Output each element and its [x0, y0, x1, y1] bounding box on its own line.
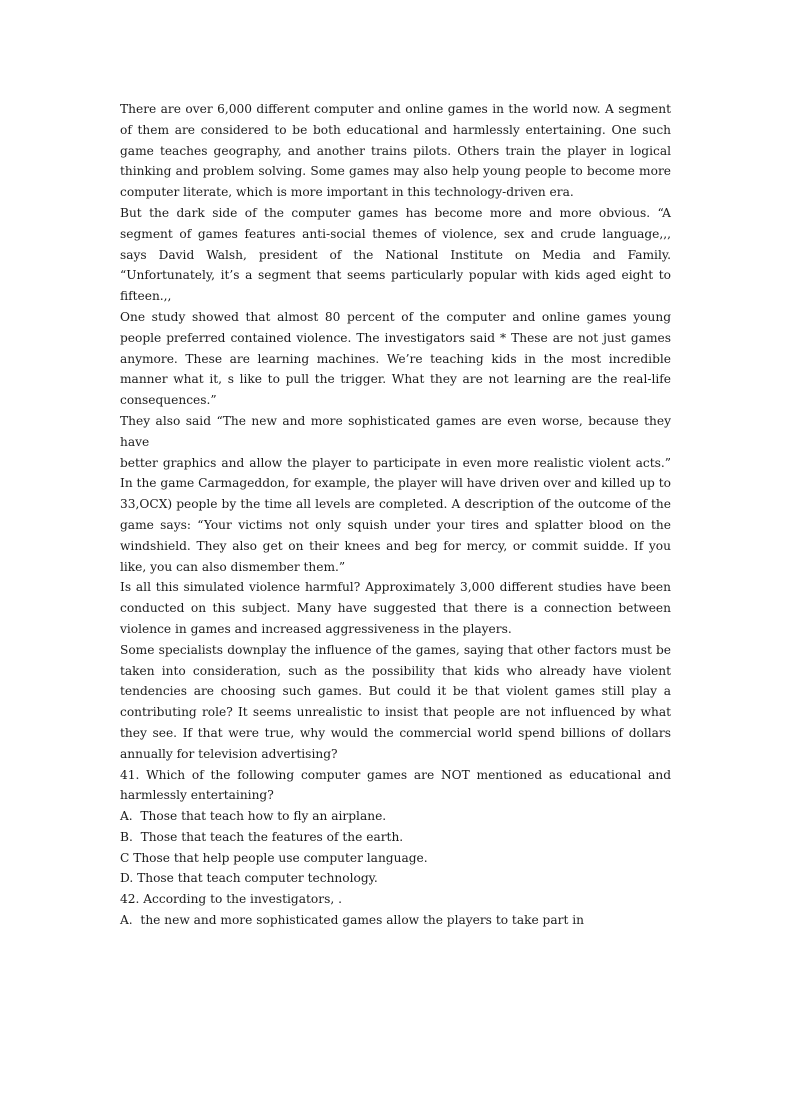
- paragraph-4: They also said “The new and more sophisticated games are even worse, because they have: [120, 413, 671, 449]
- document-page: [120, 99, 671, 931]
- question-41-option-d: D. Those that teach computer technology.: [120, 871, 378, 886]
- paragraph-5: better graphics and allow the player to participate in even more realistic violent acts.” In the game Carmageddon, for example, the player will have driven over and killed up to 33,OCX) people by the time all levels are completed. A description of the outcome of the game says: “Your victims not only squish under your tires and splatter blood on the windshield. They also get on their knees and beg for mercy, or commit suidde. If you like, you can also dismember them.”: [120, 455, 671, 574]
- question-42-option-a: A. the new and more sophisticated games allow the players to take part in: [120, 913, 584, 928]
- question-41-option-c: C Those that help people use computer language.: [120, 850, 428, 865]
- paragraph-1: There are over 6,000 different computer and online games in the world now. A segment of them are considered to be both educational and harmlessly entertaining. One such game teaches geography, and another trains pilots. Others train the player in logical thinking and problem solving. Some games may also help young people to become more computer literate, which is more important in this technology-driven era.: [120, 102, 671, 200]
- question-41-stem: 41. Which of the following computer games are NOT mentioned as educational and harmlessly entertaining?: [120, 767, 671, 803]
- question-41-option-b: B. Those that teach the features of the earth.: [120, 829, 404, 844]
- question-41-option-a: A. Those that teach how to fly an airplane.: [120, 809, 387, 824]
- paragraph-3: One study showed that almost 80 percent of the computer and online games young people preferred contained violence. The investigators said * These are not just games anymore. These are learning machines. We’re teaching kids in the most incredible manner what it, s like to pull the trigger. What they are not learning are the real-life consequences.”: [120, 309, 671, 408]
- paragraph-7: Some specialists downplay the influence of the games, saying that other factors must be taken into consideration, such as the possibility that kids who already have violent tendencies are choosing such games. But could it be that violent games still play a contributing role? It seems unrealistic to insist that people are not influenced by what they see. If that were true, why would the commercial world spend billions of dollars annually for television advertising?: [120, 642, 671, 761]
- paragraph-2: But the dark side of the computer games has become more and more obvious. “A segment of games features anti-social themes of violence, sex and crude language,,, says David Walsh, president of the National Institute on Media and Family. “Unfortunately, it’s a segment that seems particularly popular with kids aged eight to fifteen.,,: [120, 205, 671, 304]
- paragraph-6: Is all this simulated violence harmful? Approximately 3,000 different studies have been conducted on this subject. Many have suggested that there is a connection between violence in games and increased aggressiveness in the players.: [120, 580, 671, 636]
- question-42-stem: 42. According to the investigators, .: [120, 892, 342, 907]
